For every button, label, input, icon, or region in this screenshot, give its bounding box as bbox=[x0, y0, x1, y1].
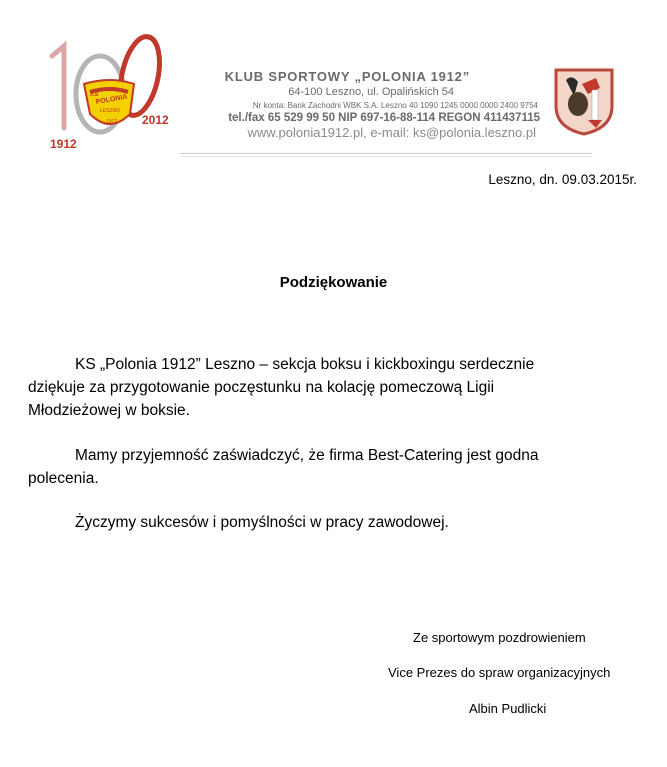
contact-line: tel./fax 65 529 99 50 NIP 697-16-88-114 REGON 411437115 bbox=[228, 112, 540, 124]
p2-line1: Mamy przyjemność zaświadczyć, że firma Best-Catering jest godna bbox=[75, 447, 539, 464]
logo-year-right: 2012 bbox=[142, 113, 169, 127]
bank-account-line: Nr konta: Bank Zachodni WBK S.A. Leszno 40 1090 1245 0000 0000 2400 9754 bbox=[252, 101, 538, 110]
badge-year: 1912 bbox=[106, 119, 118, 125]
header-divider-secondary bbox=[180, 156, 592, 157]
paragraph-thanks bbox=[28, 353, 588, 422]
p3-line1: Życzymy sukcesów i pomyślności w pracy zawodowej. bbox=[75, 514, 449, 531]
document-date: Leszno, dn. 09.03.2015r. bbox=[488, 172, 637, 187]
signature-position: Vice Prezes do spraw organizacyjnych bbox=[388, 665, 611, 680]
signature-name: Albin Pudlicki bbox=[469, 701, 547, 716]
p2-line2: polecenia. bbox=[28, 470, 99, 487]
logo-year-left: 1912 bbox=[50, 137, 77, 151]
p1-line2: dziękuje za przygotowanie poczęstunku na kolację pomeczową Ligii bbox=[28, 379, 495, 396]
document-title: Podziękowanie bbox=[279, 274, 388, 291]
coat-of-arms-icon bbox=[552, 66, 616, 136]
badge-leszno: LESZNO bbox=[100, 108, 121, 114]
p1-line1: KS „Polonia 1912” Leszno – sekcja boksu i kickboxingu serdecznie bbox=[75, 356, 535, 373]
club-address: 64-100 Leszno, ul. Opalińskich 54 bbox=[288, 86, 454, 98]
badge-polonia: POLONIA bbox=[95, 93, 128, 107]
badge-ks: KS bbox=[90, 92, 99, 98]
club-name: KLUB SPORTOWY „POLONIA 1912” bbox=[224, 69, 470, 84]
header-divider bbox=[180, 153, 592, 154]
paragraph-recommendation bbox=[28, 444, 588, 490]
paragraph-wishes bbox=[28, 511, 588, 534]
signature-greeting: Ze sportowym pozdrowieniem bbox=[413, 630, 586, 645]
club-anniversary-logo bbox=[38, 26, 178, 154]
p1-line3: Młodzieżowej w boksie. bbox=[28, 402, 190, 419]
web-email-line: www.polonia1912.pl, e-mail: ks@polonia.leszno.pl bbox=[247, 125, 536, 140]
